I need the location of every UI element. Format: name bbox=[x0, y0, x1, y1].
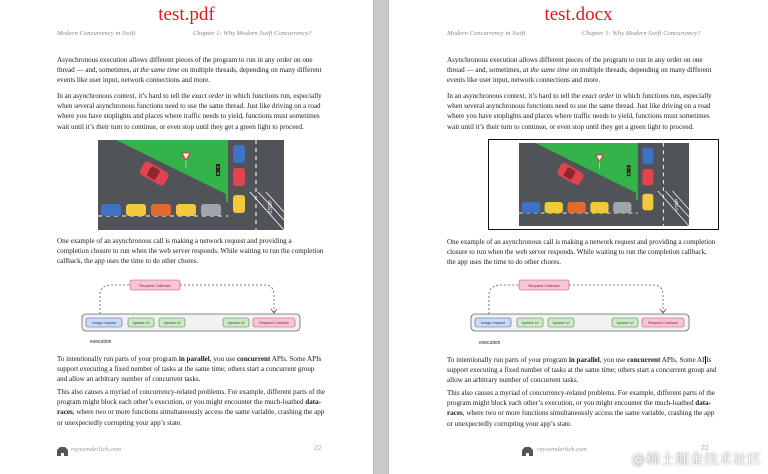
concurrency-diagram bbox=[471, 279, 689, 335]
update-ui-label-1: Update UI bbox=[132, 321, 150, 325]
update-ui-label-1: Update UI bbox=[521, 321, 539, 325]
running-header-left: Modern Concurrency in Swift bbox=[447, 30, 526, 37]
request-callback-bar-label: Request Callback bbox=[648, 321, 678, 325]
paragraph-2: In an asynchronous context, it’s hard to tell the exact order in which functions run, especially when several asynchronous functions need to use the same thread. Just like driving on a road where you have stoplights and places where traffic needs to yield, functions must sometimes wait until it’s their turn to continue, or even stop until they get a green light to proceed. bbox=[57, 92, 322, 131]
update-ui-label-2: Update UI bbox=[163, 321, 181, 325]
paragraph-4[interactable]: To intentionally run parts of your program in parallel, you use concurrent APIs. Some APIs support executing a fixed number of tasks at the same time; others start a concurrent group and allow an arbitrary number of concurrent tasks. bbox=[447, 356, 717, 385]
stop-marking: STOP bbox=[674, 198, 680, 212]
image-request-label: Image request bbox=[480, 321, 506, 325]
paragraph-3: One example of an asynchronous call is making a network request and providing a completion closure to run when the web server responds. While waiting to run the completion callback, the app uses the time to do other chores. bbox=[57, 237, 324, 266]
paragraph-3: One example of an asynchronous call is making a network request and providing a completion closure to run when the web server responds. While waiting to run the completion callback, the app uses the time to do other chores. bbox=[447, 238, 716, 267]
footer-logo bbox=[522, 443, 533, 452]
execution-label: execution bbox=[90, 339, 112, 345]
request-callback-top-label: Request Callback bbox=[528, 282, 560, 288]
paragraph-1: Asynchronous execution allows different pieces of the program to run in any order on one thread — and, sometimes, at the same time on multiple threads, depending on many different events like user input, network connections and more. bbox=[57, 56, 322, 85]
page-label: test.pdf bbox=[158, 4, 215, 25]
page-number: 22 bbox=[314, 445, 322, 452]
paragraph-5: This also causes a myriad of concurrency-related problems. For example, different parts of the program might block each other’s execution, or you might encounter the much-loathed data-races, where two or more functions simultaneously access the same variable, crashing the app or unexpectedly corrupting your app’s state. bbox=[57, 388, 325, 427]
update-ui-label-2: Update UI bbox=[552, 321, 570, 325]
stop-marking: STOP bbox=[268, 200, 274, 214]
image-request-label: Image request bbox=[91, 321, 117, 325]
running-header-right: Chapter 1: Why Modern Swift Concurrency? bbox=[193, 30, 312, 37]
pdf-page bbox=[0, 0, 374, 474]
page-label: test.docx bbox=[544, 4, 613, 25]
traffic-illustration bbox=[98, 140, 284, 230]
concurrency-diagram bbox=[82, 279, 300, 335]
footer-site: raywenderlich.com bbox=[537, 446, 588, 453]
paragraph-2: In an asynchronous context, it’s hard to tell the exact order in which functions run, especially when several asynchronous functions need to use the same thread. Just like driving on a road where you have stoplights and places where traffic needs to yield, functions must sometimes wait until it’s their turn to continue, or even stop until they get a green light to proceed. bbox=[447, 92, 712, 131]
running-header-right: Chapter 1: Why Modern Swift Concurrency? bbox=[582, 30, 701, 37]
request-callback-top-label: Request Callback bbox=[139, 282, 171, 288]
paragraph-1: Asynchronous execution allows different pieces of the program to run in any order on one thread — and, sometimes, at the same time on multiple threads, depending on many different events like user input, network connections and more. bbox=[447, 56, 712, 85]
update-ui-label-3: Update UI bbox=[227, 321, 245, 325]
footer-logo bbox=[57, 443, 68, 452]
traffic-illustration bbox=[519, 143, 689, 226]
page-number: 22 bbox=[701, 445, 709, 452]
watermark: @稀土掘金技术社区 bbox=[631, 452, 762, 468]
footer-site: raywenderlich.com bbox=[71, 446, 122, 453]
paragraph-4: To intentionally run parts of your program in parallel, you use concurrent APIs. Some APIs support executing a fixed number of tasks at the same time; others start a concurrent group and allow an arbitrary number of concurrent tasks. bbox=[57, 355, 322, 384]
execution-label: execution bbox=[479, 340, 501, 346]
request-callback-bar-label: Request Callback bbox=[259, 321, 289, 325]
update-ui-label-3: Update UI bbox=[616, 321, 634, 325]
running-header-left: Modern Concurrency in Swift bbox=[57, 30, 136, 37]
docx-page bbox=[388, 0, 768, 474]
paragraph-5: This also causes a myriad of concurrency-related problems. For example, different parts of the program might block each other’s execution, or you might encounter the much-loathed data-races, where two or more functions simultaneously access the same variable, crashing the app or unexpectedly corrupting your app’s state. bbox=[447, 389, 715, 428]
text-cursor bbox=[705, 356, 706, 364]
